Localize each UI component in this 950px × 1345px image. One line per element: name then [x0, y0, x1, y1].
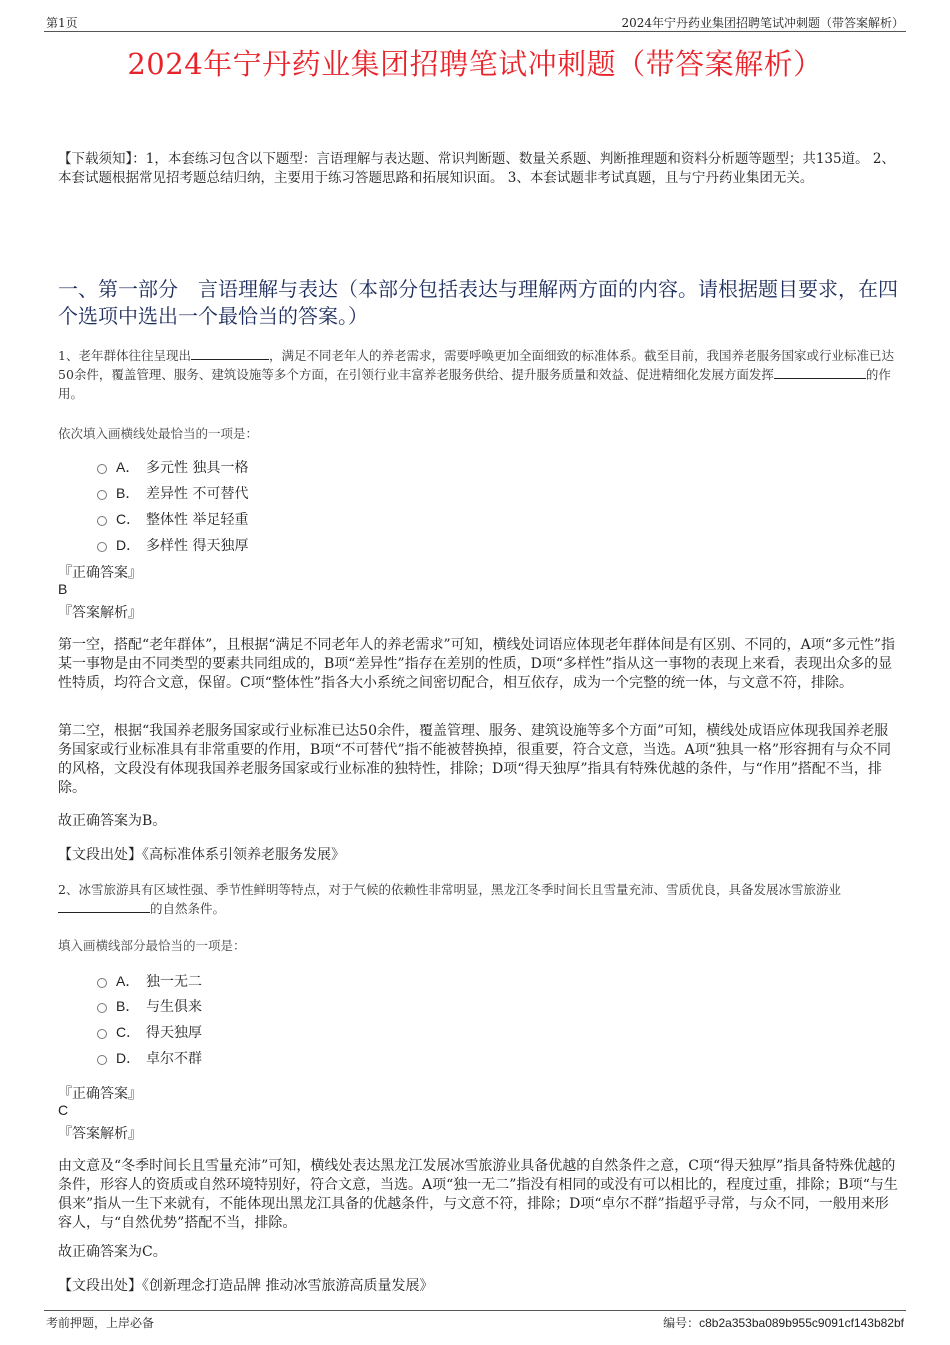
radio-icon[interactable] — [97, 1029, 107, 1039]
option-text: 整体性 举足轻重 — [146, 512, 249, 528]
radio-icon[interactable] — [97, 1055, 107, 1065]
option-letter: D． — [116, 537, 141, 553]
question-2-option-d[interactable] — [97, 1048, 202, 1068]
page-number: 第1页 — [46, 16, 78, 30]
fill-blank — [58, 900, 150, 913]
question-2-text-part-b: 的自然条件。 — [150, 901, 226, 916]
answer-value: C — [58, 1102, 69, 1118]
question-1-option-b[interactable] — [97, 483, 248, 503]
option-letter: B． — [116, 485, 140, 501]
question-2-text-part-a: 2、冰雪旅游具有区域性强、季节性鲜明等特点，对于气候的依赖性非常明显，黑龙江冬季时间长且雪量充沛、雪质优良，具备发展冰雪旅游业 — [58, 882, 841, 897]
question-2-text — [58, 880, 898, 918]
question-2-option-b[interactable] — [97, 996, 202, 1016]
question-1-instruction: 依次填入画横线处最恰当的一项是： — [58, 426, 259, 441]
conclusion: 故正确答案为B。 — [58, 813, 167, 829]
radio-icon[interactable] — [97, 464, 107, 474]
fill-blank — [191, 347, 269, 360]
option-text: 得天独厚 — [146, 1025, 202, 1041]
download-notice: 【下载须知】：1，本套练习包含以下题型：言语理解与表达题、常识判断题、数量关系题、判断推理题和资料分析题等题型；共135道。 2、本套试题根据常见招考题总结归纳，主要用于练习答题思路和拓展知识面。 3、本套试题非考试真题，且与宁丹药业集团无关。 — [58, 151, 895, 186]
radio-icon[interactable] — [97, 1003, 107, 1013]
option-letter: D． — [116, 1050, 141, 1066]
answer-label: 『正确答案』 — [58, 1086, 142, 1102]
question-1-option-a[interactable] — [97, 457, 248, 477]
question-2-instruction: 填入画横线部分最恰当的一项是： — [58, 938, 246, 953]
conclusion: 故正确答案为C。 — [58, 1244, 167, 1260]
header-divider — [44, 31, 906, 32]
option-letter: A． — [116, 973, 140, 989]
footer-code — [663, 1314, 904, 1331]
footer-code-label: 编号： — [663, 1316, 700, 1330]
option-text: 卓尔不群 — [146, 1051, 202, 1067]
source-citation: 【文段出处】《高标准体系引领养老服务发展》 — [58, 847, 345, 863]
analysis-label: 『答案解析』 — [58, 1126, 142, 1142]
analysis-paragraph: 第一空，搭配“老年群体”，且根据“满足不同老年人的养老需求”可知，横线处词语应体现老年群体间是有区别、不同的，A项“多元性”指某一事物是由不同类型的要素共同组成的，B项“差异性”指存在差别的性质，D项“多样性”指从这一事物的表现上来看，表现出众多的显性特质，均符合文意，保留。C项“整体性”指各大小系统之间密切配合，相互依存，成为一个完整的统一体，与文意不符，排除。 — [58, 637, 896, 691]
option-letter: C． — [116, 1024, 141, 1040]
option-letter: B． — [116, 998, 140, 1014]
question-2-option-c[interactable] — [97, 1022, 202, 1042]
answer-label: 『正确答案』 — [58, 565, 142, 581]
question-1-option-c[interactable] — [97, 509, 248, 529]
option-text: 与生俱来 — [146, 999, 202, 1015]
analysis-paragraph: 由文意及“冬季时间长且雪量充沛”可知，横线处表达黑龙江发展冰雪旅游业具备优越的自然条件之意，C项“得天独厚”指具备特殊优越的条件，形容人的资质或自然环境特别好，符合文意，当选。A项“独一无二”指没有相同的或没有可以相比的，程度过重，排除；B项“与生俱来”指从一生下来就有，不能体现出黑龙江具备的优越条件，与文意不符，排除；D项“卓尔不群”指超乎寻常，与众不同，一般用来形容人，与“自然优势”搭配不当，排除。 — [58, 1158, 898, 1231]
answer-value: B — [58, 581, 68, 597]
option-text: 多样性 得天独厚 — [146, 538, 249, 554]
radio-icon[interactable] — [97, 490, 107, 500]
question-1-text-part-b: ，满足不同老年人的养老需求，需要呼唤更加全面细致的标准体系。截至目前，我国养老服务国家或行业标准已达50余件，覆盖管理、服务、建筑设施等多个方面，在引领行业丰富养老服务供给、提升服务质量和效益、促进精细化发展方面发挥 — [58, 348, 894, 382]
radio-icon[interactable] — [97, 516, 107, 526]
analysis-label: 『答案解析』 — [58, 605, 142, 621]
radio-icon[interactable] — [97, 978, 107, 988]
source-citation: 【文段出处】《创新理念打造品牌 推动冰雪旅游高质量发展》 — [58, 1278, 434, 1294]
option-letter: A． — [116, 459, 140, 475]
question-1-text-part-a: 1、老年群体往往呈现出 — [58, 348, 191, 363]
footer-slogan: 考前押题，上岸必备 — [46, 1316, 155, 1330]
question-1-text-part-c: 的作用。 — [58, 367, 891, 401]
footer-code-value: c8b2a353ba089b955c9091cf143b82bf — [699, 1316, 904, 1330]
option-text: 独一无二 — [146, 974, 202, 990]
fill-blank — [774, 366, 866, 379]
radio-icon[interactable] — [97, 542, 107, 552]
option-text: 差异性 不可替代 — [146, 486, 249, 502]
document-title: 2024年宁丹药业集团招聘笔试冲刺题（带答案解析） — [127, 47, 823, 81]
question-1-text — [58, 346, 898, 403]
option-letter: C． — [116, 511, 141, 527]
question-2-option-a[interactable] — [97, 971, 202, 991]
footer-divider — [44, 1310, 906, 1311]
option-text: 多元性 独具一格 — [146, 460, 249, 476]
analysis-paragraph: 第二空，根据“我国养老服务国家或行业标准已达50余件，覆盖管理、服务、建筑设施等多个方面”可知，横线处成语应体现我国养老服务国家或行业标准具有非常重要的作用，B项“不可替代”指不能被替换掉，很重要，符合文意，当选。A项“独具一格”形容拥有与众不同的风格，文段没有体现我国养老服务国家或行业标准的独特性，排除；D项“得天独厚”指具有特殊优越的条件，与“作用”搭配不当，排除。 — [58, 723, 892, 796]
question-1-option-d[interactable] — [97, 535, 248, 555]
section-title: 一、第一部分 言语理解与表达（本部分包括表达与理解两方面的内容。请根据题目要求，在四个选项中选出一个最恰当的答案。） — [58, 277, 898, 328]
header-doc-title: 2024年宁丹药业集团招聘笔试冲刺题（带答案解析） — [621, 16, 904, 30]
